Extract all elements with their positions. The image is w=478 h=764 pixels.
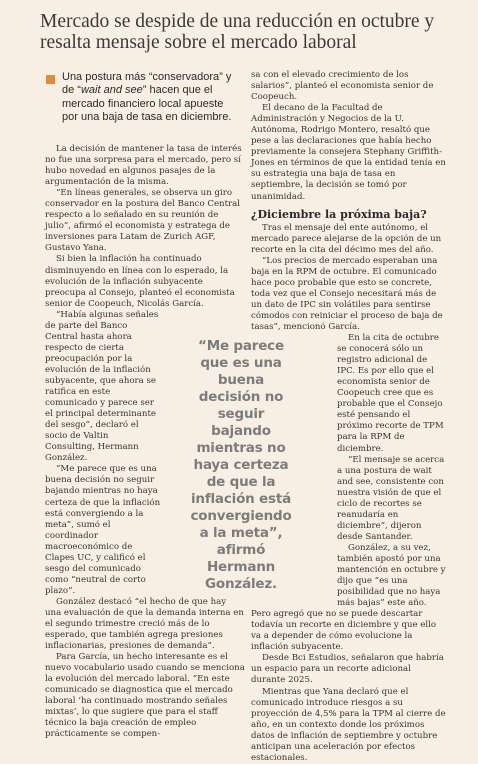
paragraph: “En líneas generales, se observa un giro conservador en la postura del Banco Central respecto a lo señalado en su reunión de julio”, afirmó el economista y estratega de inversiones para Latam de Zurich AGF, Gustavo Yana. <box>45 188 241 254</box>
paragraph: “El mensaje se acerca a una postura de wait and see, consistente con nuestra visión de que el ciclo de recortes se reanudaría en diciembre”, dijeron desde Santander. <box>337 454 445 542</box>
paragraph: González destacó “el hecho de que hay una evaluación de que la demanda interna en el segundo trimestre creció más de lo esperado, que también agrega presiones inflacionarias, presiones de demanda”. <box>45 596 244 652</box>
paragraph: En la cita de octubre se conocerá sólo un registro adicional de IPC. Es por ello que el economista senior de Coopeuch cree que es probable que el Consejo esté pensando el próximo recorte de TPM para la RPM de diciembre. <box>337 333 444 454</box>
paragraph: González, a su vez, también apostó por una mantención en octubre y dijo que “es una posibilidad que no haya más bajas” este año. Pero agregó que no se puede descartar todavía un recorte en diciembre y que ello va a depender de cómo evolucione la inflación subyacente. <box>251 542 446 653</box>
paragraph: Mientras que Yana declaró que el comunicado introduce riesgos a su proyección de 4,5% para la TPM al cierre de año, en un contexto donde los próximos datos de inflación de septiembre y octubre anticipan una aceleración por efectos estacionales. <box>251 686 446 763</box>
paragraph: La decisión de mantener la tasa de interés no fue una sorpresa para el mercado, pero sí hubo novedad en algunos pasajes de la argumentación de la misma. <box>45 144 242 188</box>
lead-text-2: ” hacen que el mercado financiero local apueste por una baja de tasa en diciembre. <box>62 84 232 124</box>
lead-bullet-icon <box>46 75 55 84</box>
section-subhead: ¿Diciembre la próxima baja? <box>251 207 427 221</box>
paragraph: Para García, un hecho interesante es el nuevo vocabulario usado cuando se menciona la evolución del mercado laboral. “En este comunicado se diagnostica que el mercado laboral ‘ha continuado mostrando señales mixtas’, lo que sugiere que para el staff técnico la baja creación de empleo prácticamente se compen- <box>45 652 245 740</box>
paragraph: Desde Bci Estudios, señalaron que habría un espacio para un recorte adicional durante 2025. <box>251 653 444 686</box>
paragraph: sa con el elevado crecimiento de los salarios”, planteó el economista senior de Coopeuch. <box>251 70 434 103</box>
paragraph: El decano de la Facultad de Administración y Negocios de la U. Autónoma, Rodrigo Montero, resaltó que pese a las declaraciones que había hecho previamente la consejera Stephany Griffith-Jones en términos de que la entidad tenía en su estrategia una baja de tasa en septiembre, la decisión se tomó por unanimidad. <box>251 103 446 202</box>
paragraph: Si bien la inflación ha continuado disminuyendo en línea con lo esperado, la evolución de la inflación subyacente preocupa al Consejo, planteó el economista senior de Coopeuch, Nicolás García. <box>45 254 235 309</box>
paragraph: “Los precios de mercado esperaban una baja en la RPM de octubre. El comunicado hace poco probable que esto se concrete, toda vez que el Consejo necesitará más de un dato de IPC sin volátiles para sentirse cómodos con reiniciar el proceso de baja de tasas”, mencionó García. <box>251 255 443 332</box>
lead-summary <box>62 71 242 125</box>
paragraph: “Había algunas señales de parte del Banco Central hasta ahora respecto de cierta preocupación por la evolución de la inflación subyacente, que ahora se ratifica en este comunicado y parece ser el principal determinante del sesgo”, declaró el socio de Valtin Consulting, Hermann González. <box>45 309 159 464</box>
paragraph: Tras el mensaje del ente autónomo, el mercado parece alejarse de la opción de un recorte en la cita del décimo mes del año. <box>251 222 442 255</box>
paragraph: “Me parece que es una buena decisión no seguir bajando mientras no haya certeza de que la inflación está convergiendo a la meta”, sumó el coordinador macroeconómico de Clapes UC, y calificó el sesgo del comunicado como “neutral de corto plazo”. <box>45 464 161 596</box>
lead-italic: wait and see <box>80 84 143 97</box>
headline: Mercado se despide de una reducción en octubre y resalta mensaje sobre el mercado laboral <box>40 11 435 53</box>
pull-quote: “Me parece que es una buena decisión no seguir bajando mientras no haya certeza de que la inflación está convergiendo a la meta”, afirmó Hermann González. <box>190 338 292 592</box>
lead-text-1: Una postura más “conservadora” y de “ <box>62 71 232 97</box>
